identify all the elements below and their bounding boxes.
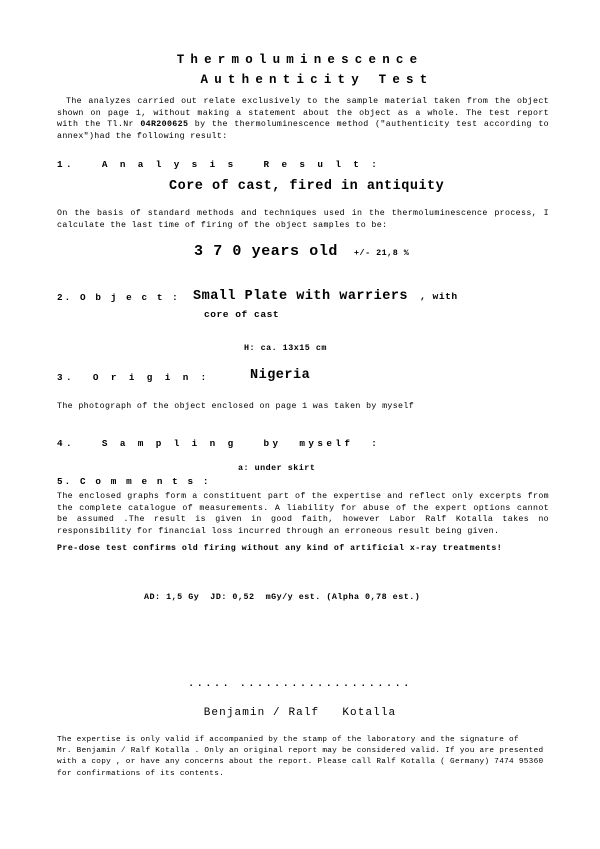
tl-number: 04R200625 [140, 120, 189, 130]
footer-line-3: with a copy , or have any concerns about the report. Please call Ralf Kotalla ( Germany) 7474 95360 [57, 758, 544, 767]
object-dimensions: H: ca. 13x15 cm [244, 343, 327, 353]
document-title [0, 50, 600, 90]
footer-line-1: The expertise is only valid if accompanied by the stamp of the laboratory and the signature of [57, 736, 519, 744]
signature-name: Benjamin / Ralf Kotalla [203, 707, 397, 719]
age-value: 3 7 0 years old [194, 243, 339, 260]
section-heading-comments: 5. C o m m e n t s : [57, 476, 211, 487]
intro-paragraph-text: The analyzes carried out relate exclusively to the sample material taken from the object shown on page 1, without making a statement about the object as a whole. The test report with the Tl.Nr [57, 97, 549, 130]
section-heading-object: 2. O b j e c t : [57, 292, 180, 303]
footer-line-2: Mr. Benjamin / Ralf Kotalla . Only an original report may be considered valid. If you are presented [57, 747, 544, 756]
intro-paragraph-continued: by the thermoluminescence method ("authenticity test according to annex")had the following result: [57, 120, 549, 141]
age-result-row [194, 243, 409, 260]
origin-value: Nigeria [250, 368, 311, 383]
predose-note: Pre-dose test confirms old firing without any kind of artificial x-ray treatments! [57, 544, 503, 553]
dose-values: AD: 1,5 Gy JD: 0,52 mGy/y est. (Alpha 0,78 est.) [144, 592, 421, 602]
section-heading-sampling: 4. S a m p l i n g by myself : [57, 438, 381, 449]
object-name: Small Plate with warriers [193, 289, 409, 304]
comments-body: The enclosed graphs form a constituent part of the expertise and reflect only excerpts from the complete catalogue of measurements. A liability for abuse of the expert options cannot be assumed .The result is given in good faith, however Labor Ralf Kotalla takes no responsibility for financial loss incurred through an erroneous result being given. [57, 492, 549, 536]
sampling-location: a: under skirt [238, 463, 316, 473]
intro-paragraph [57, 96, 549, 142]
object-detail: core of cast [204, 309, 280, 320]
title-line-1: Thermoluminescence [176, 53, 424, 67]
age-tolerance: +/- 21,8 % [354, 248, 410, 258]
footer-disclaimer [57, 735, 551, 780]
footer-line-4: for confirmations of its contents. [57, 769, 225, 778]
signature-dotted-line: ..... .................... [188, 679, 412, 690]
section-heading-origin: 3. O r i g i n : [57, 372, 210, 383]
section-heading-analysis: 1. A n a l y s i s R e s u l t : [57, 159, 381, 170]
title-line-2: Authenticity Test [200, 73, 434, 87]
object-name-row [193, 289, 458, 304]
object-qualifier: , with [420, 291, 458, 302]
analysis-result-value: Core of cast, fired in antiquity [169, 179, 445, 194]
analysis-basis-paragraph: On the basis of standard methods and techniques used in the thermoluminescence process, I calculate the last time of firing of the object samples to be: [57, 209, 549, 230]
photo-note: The photograph of the object enclosed on page 1 was taken by myself [57, 402, 415, 411]
